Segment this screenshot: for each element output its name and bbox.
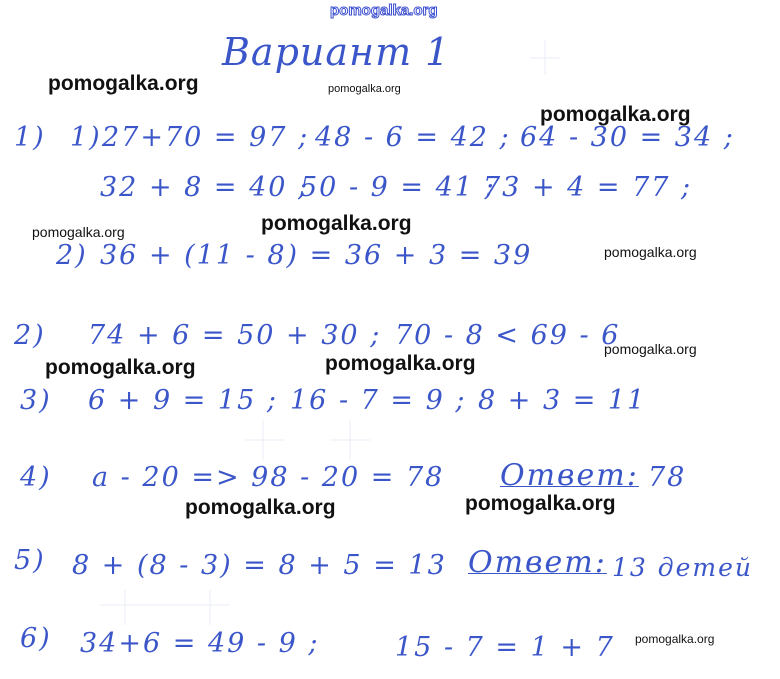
task2-expr-1: 74 + 6 = 50 + 30 ; (88, 320, 382, 351)
watermark: pomogalka.org (465, 492, 616, 515)
task6-expr-2: 15 - 7 = 1 + 7 (395, 632, 615, 663)
task6-number: 6) (20, 623, 52, 654)
watermark: pomogalka.org (45, 356, 196, 379)
task5-answer-value: 13 детей (612, 553, 753, 582)
task3-expr-3: 8 + 3 = 11 (478, 385, 647, 416)
task3-number: 3) (20, 385, 52, 416)
task3-expr-2: 16 - 7 = 9 ; (290, 385, 467, 416)
watermark: pomogalka.org (328, 83, 401, 95)
watermark: pomogalka.org (48, 72, 199, 95)
task6-expr-1: 34+6 = 49 - 9 ; (80, 628, 320, 659)
page-title: Вариант 1 (222, 30, 451, 74)
watermark: pomogalka.org (604, 341, 697, 357)
watermark-top: pomogalka.org (330, 2, 438, 19)
watermark: pomogalka.org (635, 632, 715, 646)
task1-number: 1) (14, 122, 46, 153)
task2-expr-2: 70 - 8 < 69 - 6 (395, 320, 621, 351)
task1-sub2-expr: 36 + (11 - 8) = 36 + 3 = 39 (100, 240, 533, 271)
task1-line1-expr-2: 48 - 6 = 42 ; (315, 122, 511, 153)
task1-line1-expr-3: 64 - 30 = 34 ; (520, 122, 735, 153)
task3-expr-1: 6 + 9 = 15 ; (88, 385, 278, 416)
task1-line2-expr-1: 32 + 8 = 40 ; (100, 172, 310, 203)
watermark: pomogalka.org (604, 244, 697, 260)
watermark: pomogalka.org (185, 496, 336, 519)
task1-sub1-number: 1) (70, 122, 102, 153)
task5-expr: 8 + (8 - 3) = 8 + 5 = 13 (72, 550, 447, 581)
watermark: pomogalka.org (32, 224, 125, 240)
watermark: pomogalka.org (540, 103, 691, 126)
task1-line1-expr-1: 27+70 = 97 ; (102, 122, 310, 153)
task5-number: 5) (14, 545, 46, 576)
task4-answer-value: 78 (648, 462, 687, 493)
watermark: pomogalka.org (325, 352, 476, 375)
task4-expr: a - 20 => 98 - 20 = 78 (92, 462, 445, 493)
watermark: pomogalka.org (261, 212, 412, 235)
task5-answer-label: Ответ: (468, 545, 607, 580)
task1-sub2-number: 2) (56, 240, 88, 271)
task2-number: 2) (14, 320, 46, 351)
task1-line2-expr-2: 50 - 9 = 41 ; (300, 172, 496, 203)
task4-number: 4) (20, 462, 52, 493)
task4-answer-label: Ответ: (500, 458, 639, 493)
task1-line2-expr-3: 73 + 4 = 77 ; (483, 172, 693, 203)
